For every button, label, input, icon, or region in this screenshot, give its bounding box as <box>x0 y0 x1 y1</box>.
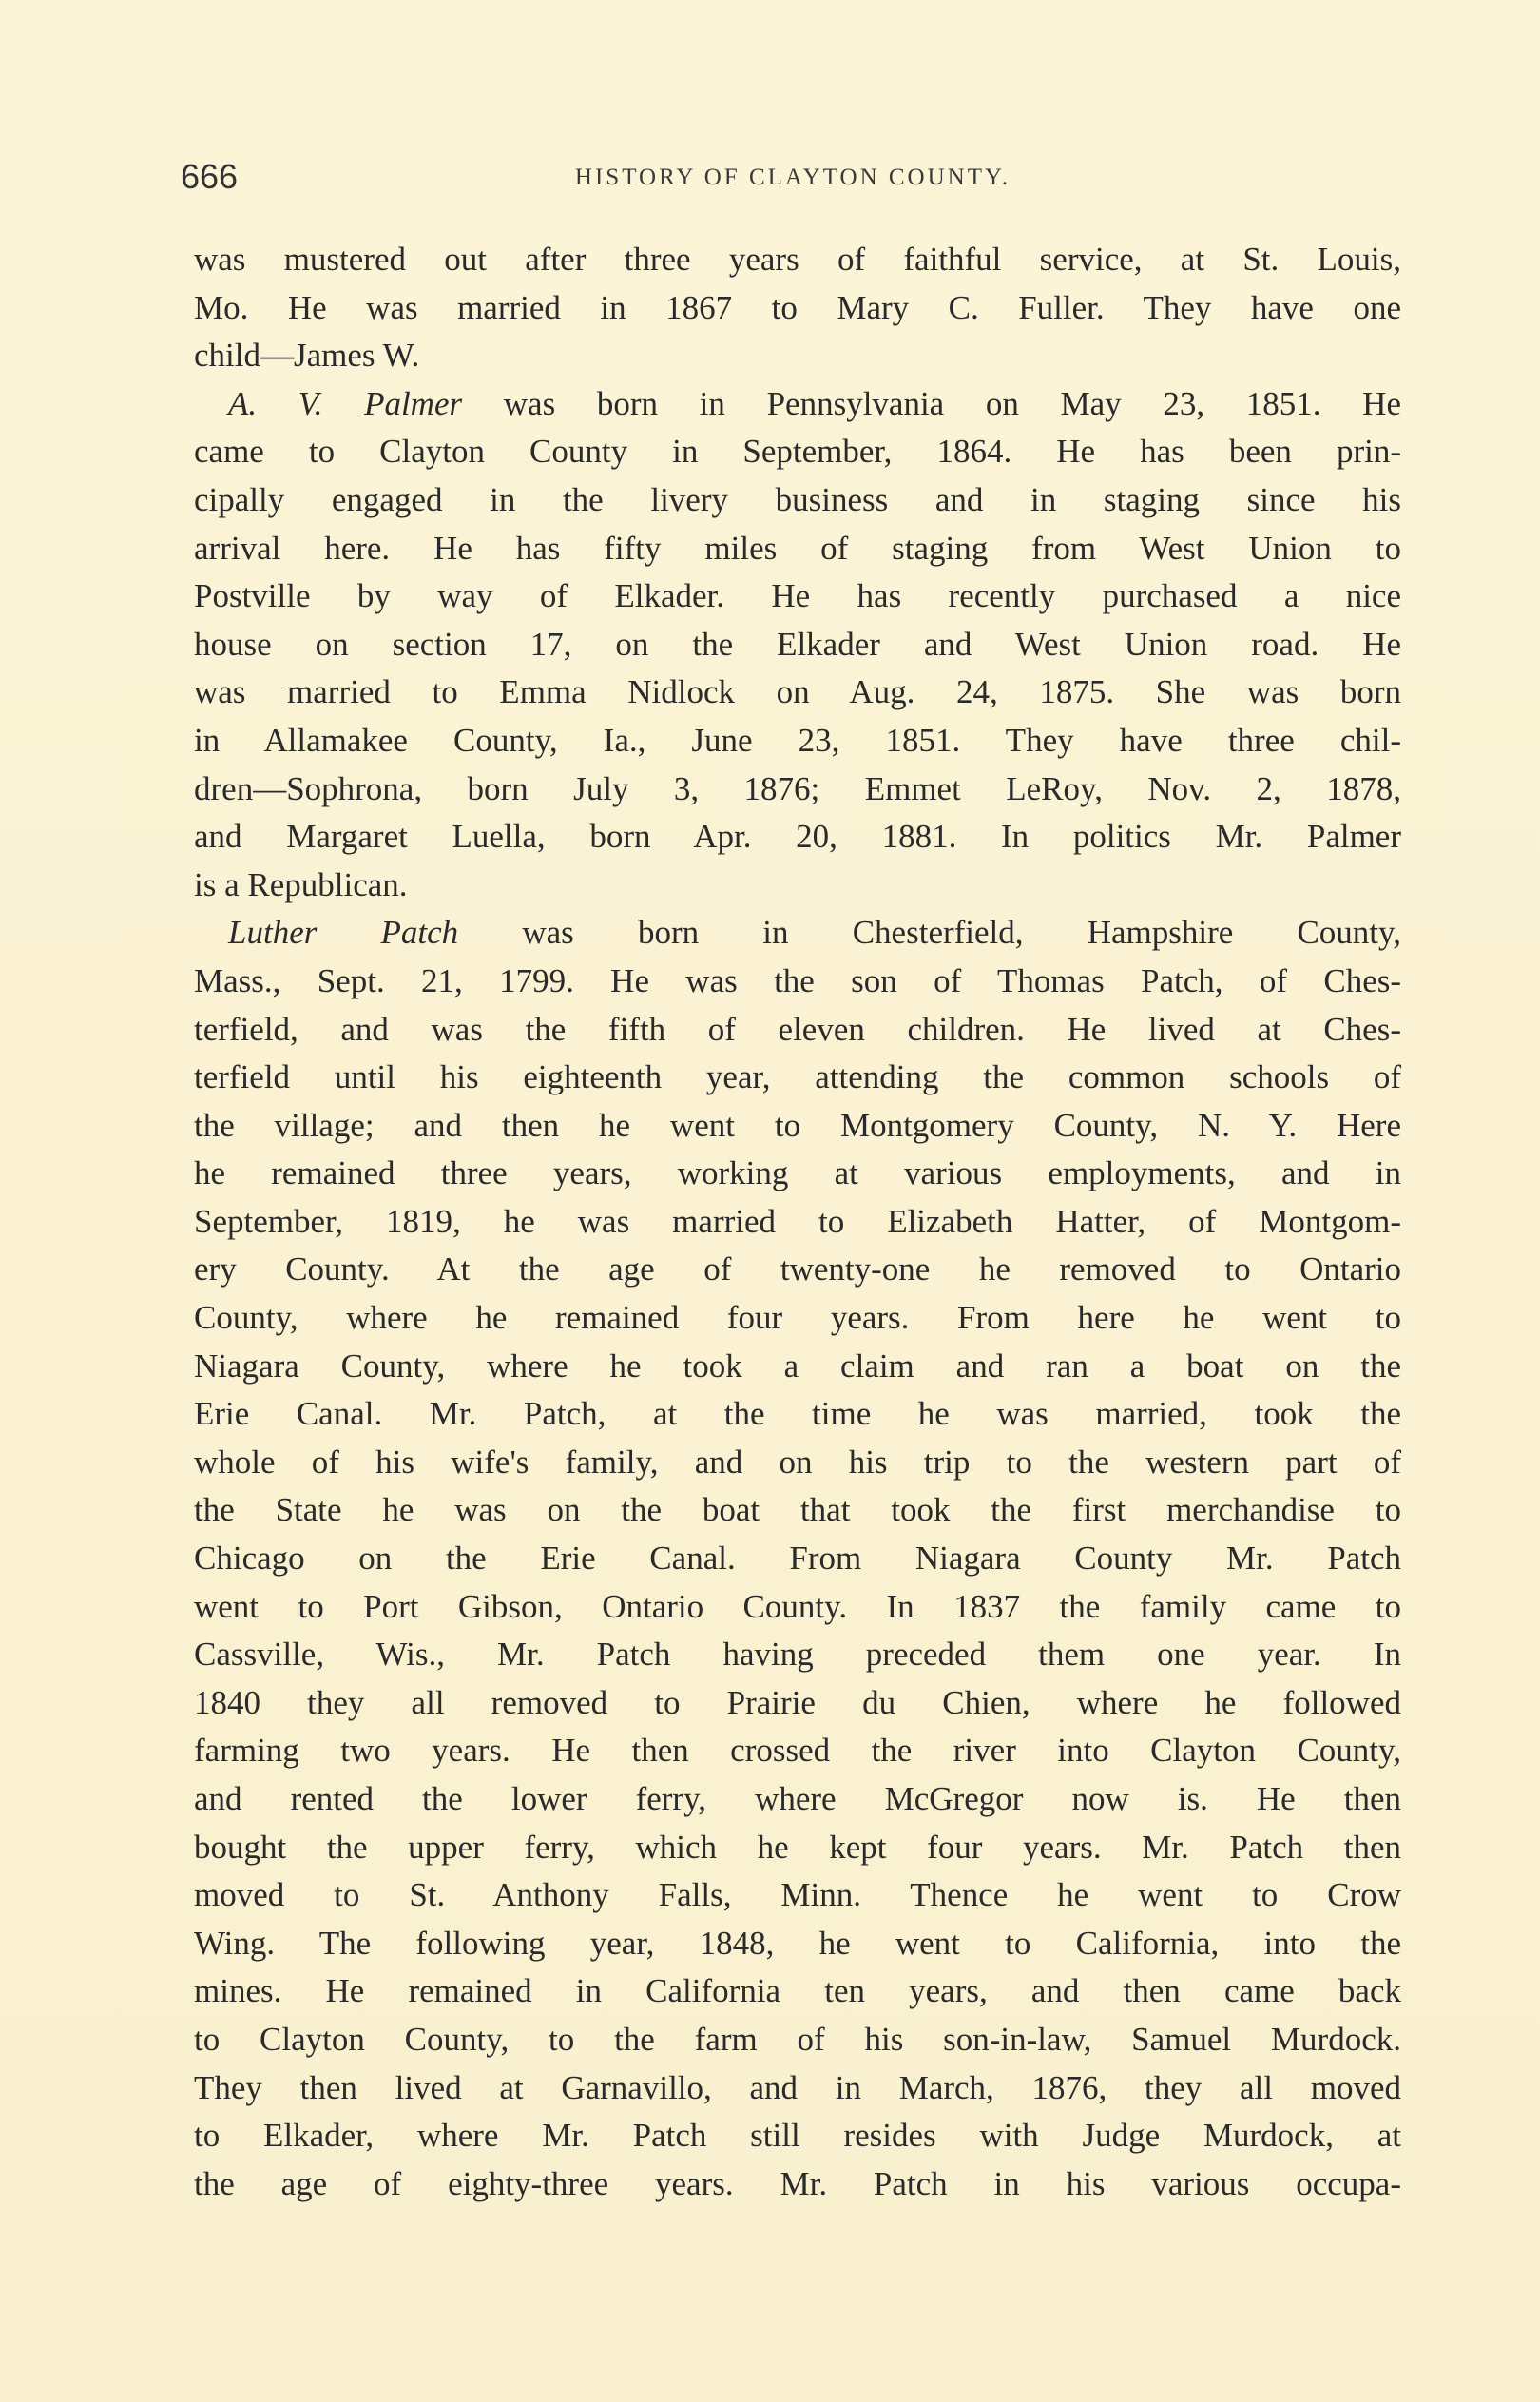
text-line <box>194 1727 1401 1775</box>
line-text: Niagara County, where he took a claim and ran a boat on the <box>194 1346 1401 1385</box>
line-text: in Allamakee County, Ia., June 23, 1851. They have three chil- <box>194 721 1401 759</box>
text-line <box>194 813 1401 862</box>
line-text: Cassville, Wis., Mr. Patch having preceded them one year. In <box>194 1636 1401 1674</box>
line-text: to Clayton County, to the farm of his son-in-law, Samuel Murdock. <box>194 2020 1401 2058</box>
text-line <box>194 1967 1401 2016</box>
line-text: Chicago on the Erie Canal. From Niagara County Mr. Patch <box>194 1540 1401 1578</box>
body-text <box>194 236 1401 2208</box>
text-line <box>194 1871 1401 1920</box>
page-number: 666 <box>181 157 239 196</box>
line-text: was born in Chesterfield, Hampshire County, <box>458 914 1401 952</box>
line-text: was mustered out after three years of faithful service, at St. Louis, <box>194 241 1401 278</box>
line-text: was born in Pennsylvania on May 23, 1851. He <box>462 384 1401 422</box>
line-text: house on section 17, on the Elkader and West Union road. He <box>194 625 1401 663</box>
text-line <box>194 476 1401 525</box>
line-text: Wing. The following year, 1848, he went to California, into the <box>194 1924 1401 1962</box>
text-line <box>194 909 1401 958</box>
line-text: mines. He remained in California ten years, and then came back <box>194 1972 1401 2010</box>
text-line <box>194 525 1401 573</box>
line-text: the age of eighty-three years. Mr. Patch in his various occupa- <box>194 2164 1401 2202</box>
text-line <box>194 1054 1401 1102</box>
text-line <box>194 1390 1401 1439</box>
text-line <box>194 1294 1401 1343</box>
line-text: County, where he remained four years. From here he went to <box>194 1299 1401 1337</box>
line-text: arrival here. He has fifty miles of staging from West Union to <box>194 529 1401 567</box>
text-line <box>194 1246 1401 1294</box>
line-text: moved to St. Anthony Falls, Minn. Thence he went to Crow <box>194 1876 1401 1914</box>
page-header <box>181 157 1405 204</box>
text-line <box>194 1198 1401 1247</box>
text-line <box>194 1824 1401 1872</box>
line-text: September, 1819, he was married to Elizabeth Hatter, of Montgom- <box>194 1202 1401 1240</box>
line-text: the State he was on the boat that took the first merchandise to <box>194 1491 1401 1529</box>
text-line <box>194 236 1401 284</box>
line-text: was married to Emma Nidlock on Aug. 24, 1875. She was born <box>194 673 1401 711</box>
line-text: whole of his wife's family, and on his trip to the western part of <box>194 1443 1401 1481</box>
line-text: and rented the lower ferry, where McGregor now is. He then <box>194 1780 1401 1817</box>
line-text: Erie Canal. Mr. Patch, at the time he was married, took the <box>194 1395 1401 1433</box>
text-line <box>194 1775 1401 1824</box>
text-line <box>194 1006 1401 1055</box>
text-line <box>194 2064 1401 2113</box>
line-text: Mass., Sept. 21, 1799. He was the son of Thomas Patch, of Ches- <box>194 961 1401 999</box>
text-line <box>194 1535 1401 1583</box>
line-text: terfield, and was the fifth of eleven children. He lived at Ches- <box>194 1010 1401 1048</box>
text-line <box>194 1102 1401 1151</box>
person-name: A. V. Palmer <box>228 384 463 422</box>
line-text: the village; and then he went to Montgomery County, N. Y. Here <box>194 1106 1401 1144</box>
text-line <box>194 572 1401 621</box>
text-line <box>194 862 1401 910</box>
line-text: ery County. At the age of twenty-one he removed to Ontario <box>194 1250 1401 1288</box>
line-text: 1840 they all removed to Prairie du Chien, where he followed <box>194 1683 1401 1721</box>
text-line <box>194 380 1401 429</box>
line-text: is a Republican. <box>194 865 408 903</box>
text-line <box>194 1343 1401 1391</box>
line-text: bought the upper ferry, which he kept four years. Mr. Patch then <box>194 1828 1401 1866</box>
running-head: HISTORY OF CLAYTON COUNTY. <box>574 165 1011 190</box>
text-line <box>194 332 1401 380</box>
text-line <box>194 621 1401 669</box>
text-line <box>194 2016 1401 2064</box>
line-text: came to Clayton County in September, 1864. He has been prin- <box>194 433 1401 471</box>
text-line <box>194 1583 1401 1632</box>
line-text: went to Port Gibson, Ontario County. In 1837 the family came to <box>194 1587 1401 1625</box>
line-text: Postville by way of Elkader. He has recently purchased a nice <box>194 577 1401 615</box>
line-text: They then lived at Garnavillo, and in March, 1876, they all moved <box>194 2068 1401 2106</box>
line-text: and Margaret Luella, born Apr. 20, 1881. In politics Mr. Palmer <box>194 818 1401 856</box>
text-line <box>194 1679 1401 1728</box>
line-text: to Elkader, where Mr. Patch still resides with Judge Murdock, at <box>194 2117 1401 2155</box>
person-name: Luther Patch <box>228 914 459 952</box>
line-text: dren—Sophrona, born July 3, 1876; Emmet LeRoy, Nov. 2, 1878, <box>194 769 1401 807</box>
text-line <box>194 1150 1401 1198</box>
line-text: Mo. He was married in 1867 to Mary C. Fuller. They have one <box>194 288 1401 326</box>
line-text: farming two years. He then crossed the river into Clayton County, <box>194 1732 1401 1770</box>
text-line <box>194 668 1401 717</box>
text-line <box>194 958 1401 1006</box>
text-line <box>194 284 1401 333</box>
text-line <box>194 2160 1401 2209</box>
line-text: child—James W. <box>194 337 420 375</box>
text-line <box>194 765 1401 814</box>
text-line <box>194 1439 1401 1487</box>
line-text: terfield until his eighteenth year, attending the common schools of <box>194 1058 1401 1096</box>
text-line <box>194 1631 1401 1679</box>
text-line <box>194 1486 1401 1535</box>
text-line <box>194 717 1401 765</box>
line-text: cipally engaged in the livery business and in staging since his <box>194 480 1401 518</box>
line-text: he remained three years, working at various employments, and in <box>194 1154 1401 1192</box>
text-line <box>194 428 1401 476</box>
text-line <box>194 2112 1401 2160</box>
text-line <box>194 1920 1401 1968</box>
